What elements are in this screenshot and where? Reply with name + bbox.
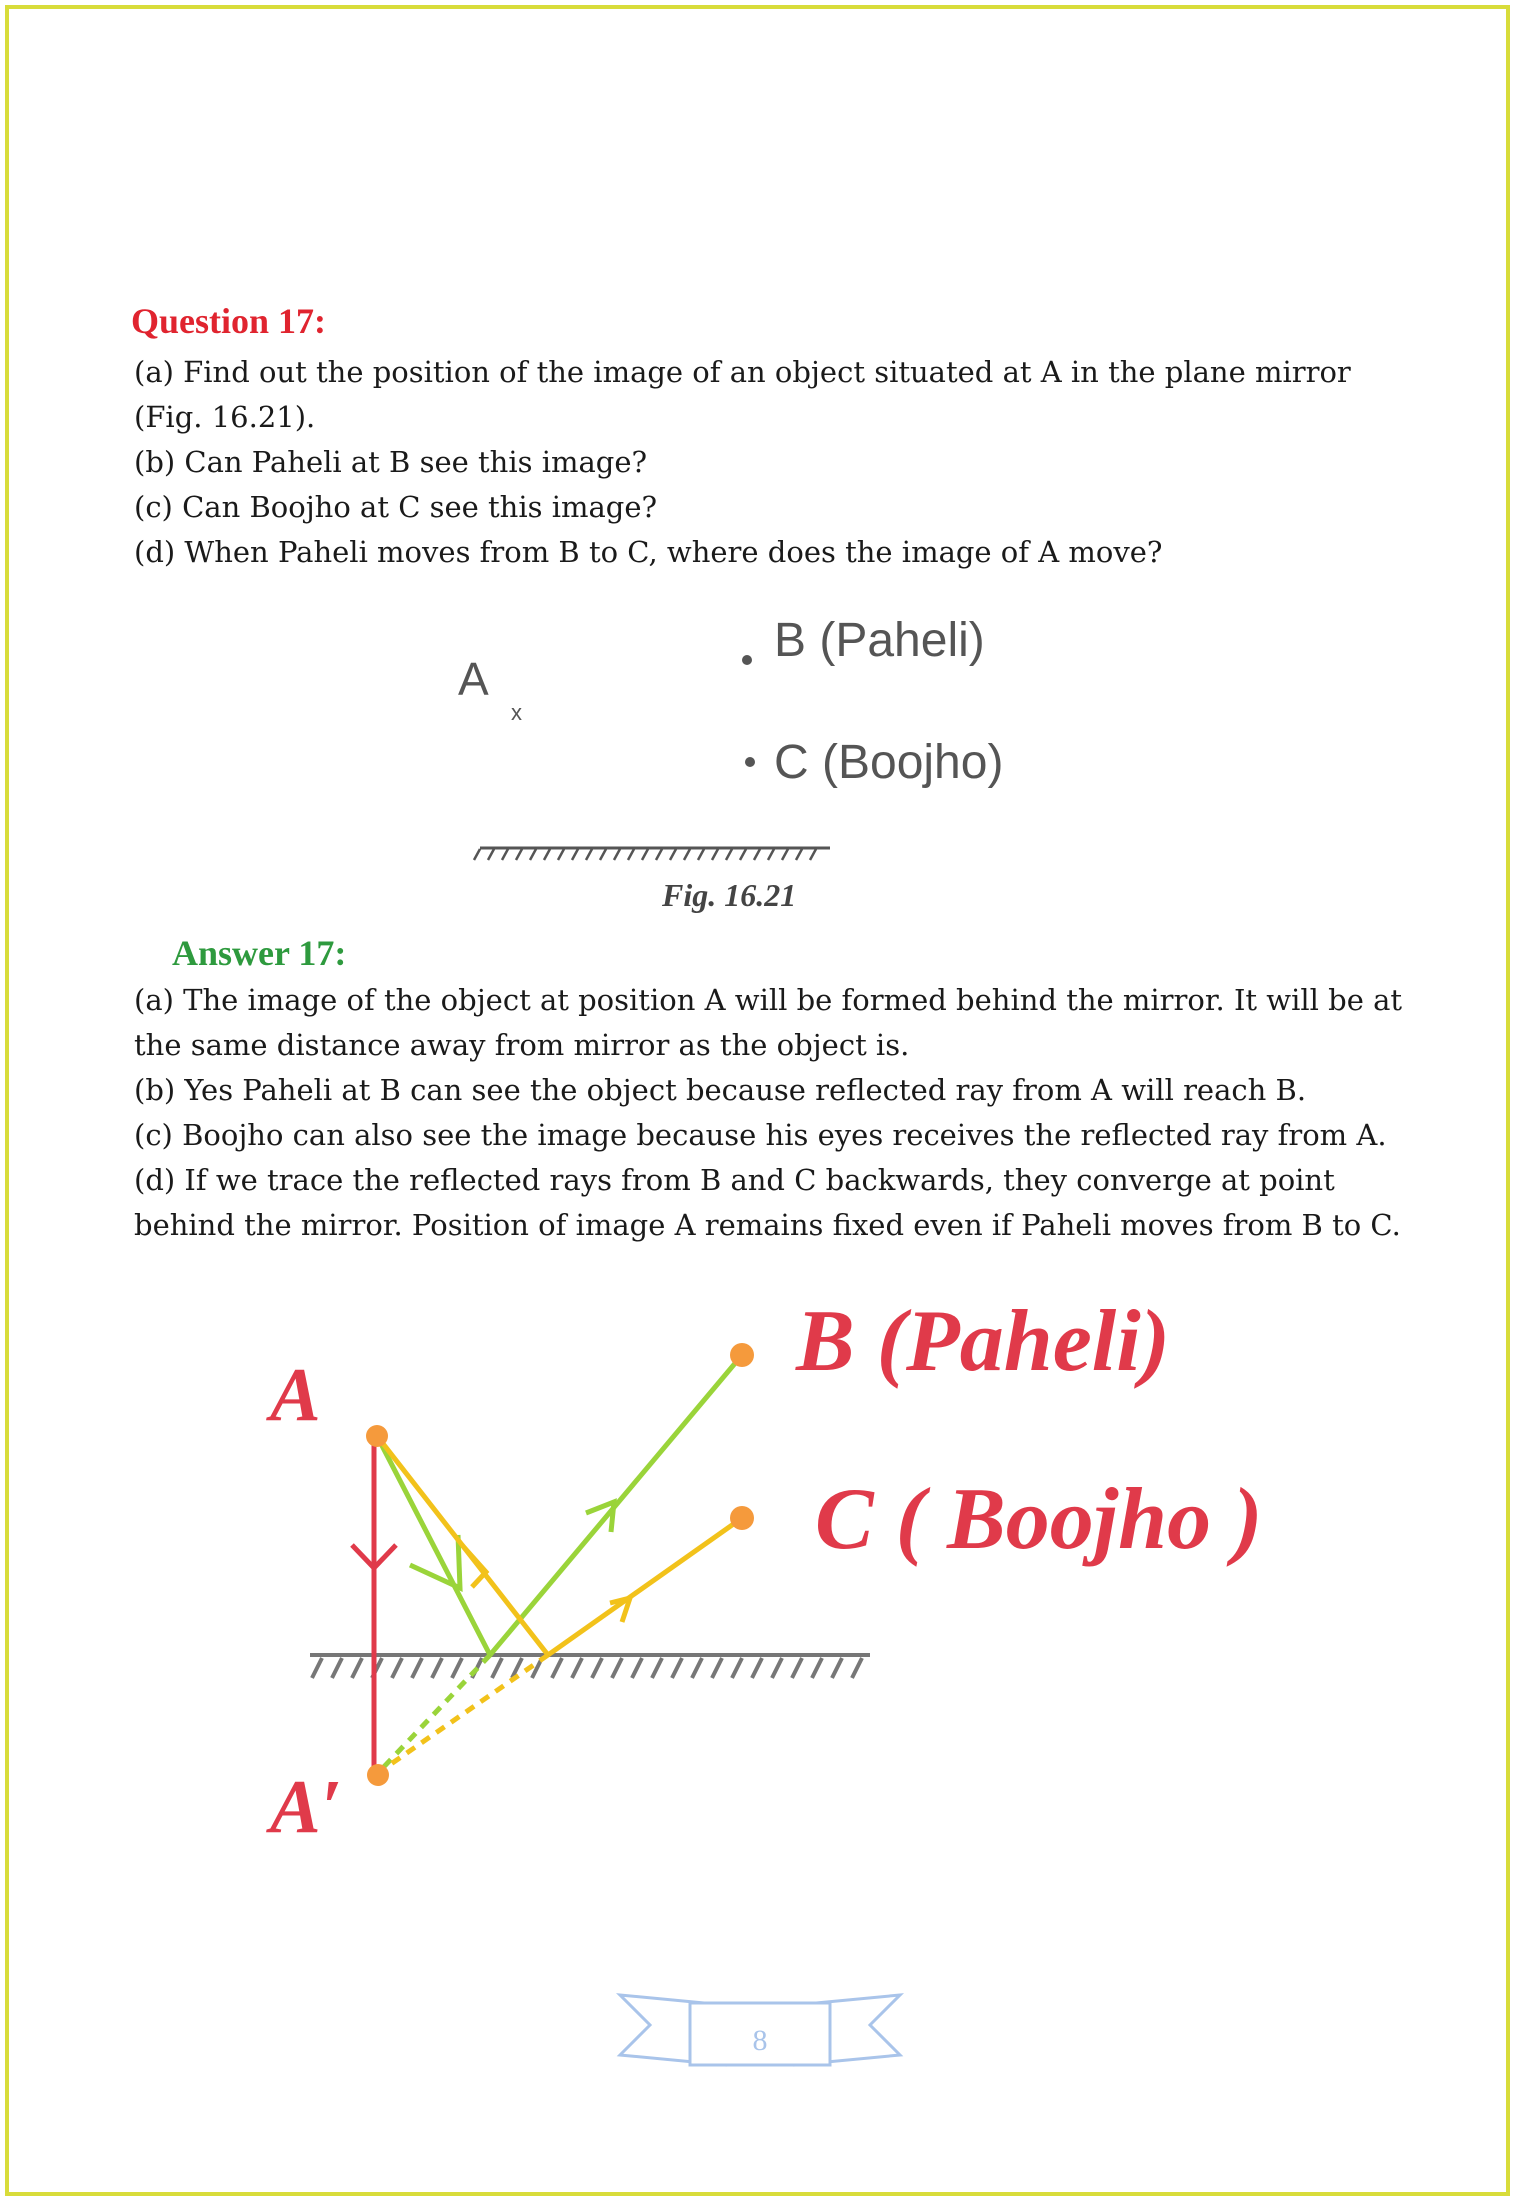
fig1-label-c: C (Boojho) [774, 736, 1004, 789]
question-line-a: (a) Find out the position of the image of an object situated at A in the plane mirror (Fig. 16.21). [134, 355, 1351, 434]
question-heading: Question 17: [131, 301, 327, 341]
fig1-object-marker: x [511, 700, 522, 725]
answer-line-a: (a) The image of the object at position A will be formed behind the mirror. It will be at the same distance away from mirror as the object is. [134, 983, 1403, 1062]
fig1-label-b: B (Paheli) [774, 614, 985, 667]
ans-label-a: A [270, 1353, 321, 1437]
ans-point-b [730, 1343, 754, 1367]
fig1-label-a: A [458, 653, 489, 705]
answer-line-c: (c) Boojho can also see the image because his eyes receives the reflected ray from A. [134, 1118, 1387, 1152]
ans-label-c: C ( Boojho ) [815, 1471, 1263, 1568]
fig1-caption: Fig. 16.21 [662, 877, 797, 913]
question-line-d: (d) When Paheli moves from B to C, where does the image of A move? [134, 535, 1163, 569]
ans-point-c [730, 1506, 754, 1530]
answer-line-d: (d) If we trace the reflected rays from B and C backwards, they converge at point behind the mirror. Position of image A remains fixed even if Paheli moves from B to C. [134, 1163, 1401, 1242]
ans-label-b: B (Paheli) [796, 1293, 1170, 1390]
question-line-b: (b) Can Paheli at B see this image? [134, 445, 648, 479]
ans-yellow-incident-arrow [462, 1545, 486, 1587]
ans-point-a [366, 1425, 388, 1447]
ans-yellow-reflected-ray [548, 1518, 742, 1655]
question-line-c: (c) Can Boojho at C see this image? [134, 490, 658, 524]
page-number: 8 [752, 2024, 768, 2057]
ans-yellow-virtual-ray [378, 1655, 548, 1773]
ans-label-a-image: A′ [270, 1765, 343, 1849]
ans-point-a-image [367, 1764, 389, 1786]
answer-heading: Answer 17: [172, 933, 347, 973]
ans-mirror [310, 1655, 870, 1678]
answer-line-b: (b) Yes Paheli at B can see the object because reflected ray from A will reach B. [134, 1073, 1307, 1107]
